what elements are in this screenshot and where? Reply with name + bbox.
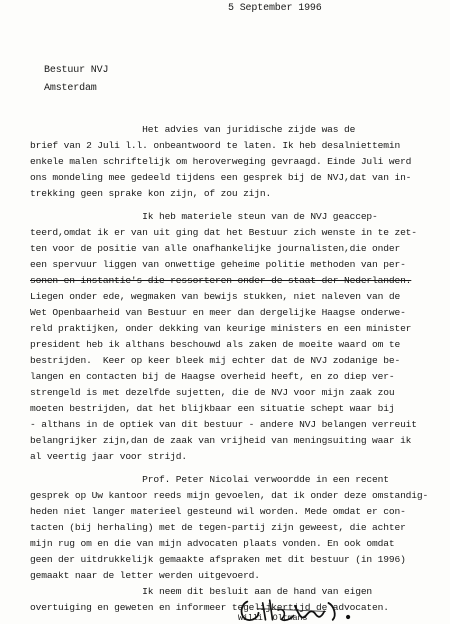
recipient-city: Amsterdam xyxy=(44,83,97,94)
body-line: langen en contacten bij de Haagse overheid heeft, en zo diep ver- xyxy=(30,371,395,382)
body-line: heden niet langer materieel gesteund wil worden. Mede omdat er con- xyxy=(30,506,406,517)
body-line: enkele malen schriftelijk om heroverweging gevraagd. Einde Juli werd xyxy=(30,156,412,167)
body-line: - althans in de optiek van dit bestuur - andere NVJ belangen verreuit xyxy=(30,419,417,430)
body-line: teerd,omdat ik er van uit ging dat het Bestuur zich wenste in te zet- xyxy=(30,227,417,238)
body-line: een spervuur liggen van onwettige geheime politie methoden van per- xyxy=(30,259,406,270)
body-line: Het advies van juridische zijde was de xyxy=(30,124,356,135)
body-line: Prof. Peter Nicolai verwoordde in een recent xyxy=(30,474,389,485)
body-line: Liegen onder ede, wegmaken van bewijs stukken, niet naleven van de xyxy=(30,291,401,302)
body-line: geen der uitdrukkelijk gemaakte afspraken met dit bestuur (in 1996) xyxy=(30,554,406,565)
body-line: reld praktijken, onder dekking van keurige ministers en een minister xyxy=(30,323,412,334)
body-line: ten voor de positie van alle onafhankelijke journalisten,die onder xyxy=(30,243,401,254)
body-line: gemaakt naar de letter werden uitgevoerd. xyxy=(30,570,260,581)
body-line: Ik heb materiele steun van de NVJ geaccep- xyxy=(30,211,378,222)
body-line: ons mondeling mee gedeeld tijdens een gesprek bij de NVJ,dat van in- xyxy=(30,172,412,183)
body-line: trekking geen sprake kon zijn, of zou zijn. xyxy=(30,188,272,199)
body-line: tacten (bij herhaling) met de tegen-partij zijn geweest, die achter xyxy=(30,522,406,533)
body-line: Wet Openbaarheid van Bestuur en meer dan dergelijke Haagse onderwe- xyxy=(30,307,406,318)
body-line: brief van 2 Juli l.l. onbeantwoord te laten. Ik heb desalniettemin xyxy=(30,140,401,151)
body-line: moeten bestrijden, dat het blijkbaar een situatie schept waar bij xyxy=(30,403,395,414)
body-line: overtuiging en geweten en informeer tegelijkertijd de advocaten. xyxy=(30,602,389,613)
body-line: gesprek op Uw kantoor reeds mijn gevoelen, dat ik onder deze omstandig- xyxy=(30,490,429,501)
body-line: bestrijden. Keer op keer bleek mij echter dat de NVJ zodanige be- xyxy=(30,355,401,366)
body-line: Ik neem dit besluit aan de hand van eigen xyxy=(30,586,373,597)
body-line: strengeld is met dezelfde sujetten, die de NVJ voor mijn zaak zou xyxy=(30,387,395,398)
body-line-struck: sonen en instantie's die ressorteren onder de staat der Nederlanden. xyxy=(30,275,412,286)
body-line: president heb ik althans beschouwd als zaken de moeite waard om te xyxy=(30,339,401,350)
recipient-name: Bestuur NVJ xyxy=(44,65,109,76)
letter-date: 5 September 1996 xyxy=(228,3,322,14)
signature-printed-name: Willi. Oltmans xyxy=(238,613,308,623)
body-line: mijn rug om en die van mijn advocaten plaats vonden. En ook omdat xyxy=(30,538,395,549)
body-line: al veertig jaar voor strijd. xyxy=(30,451,188,462)
body-line: belangrijker zijn,dan de zaak van vrijheid van meningsuiting waar ik xyxy=(30,435,412,446)
